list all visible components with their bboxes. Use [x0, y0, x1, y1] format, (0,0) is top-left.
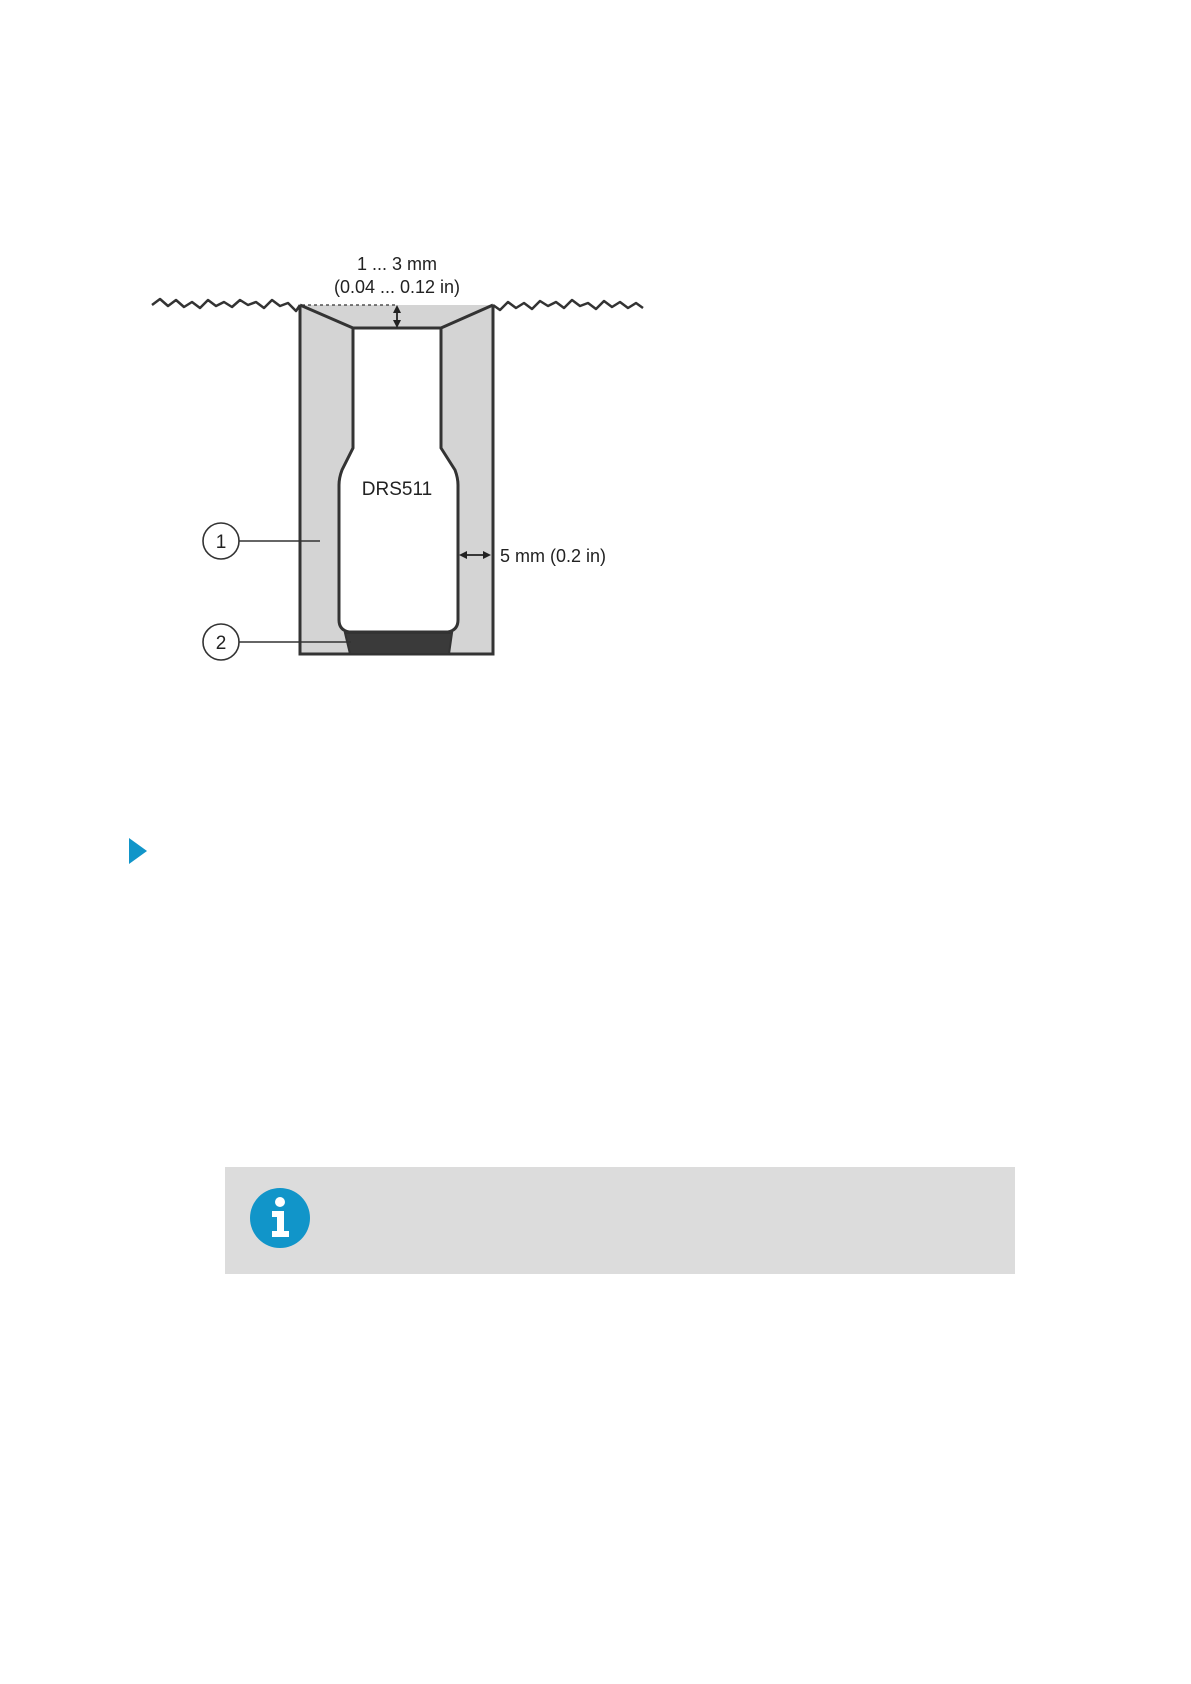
sensor-base — [345, 633, 452, 654]
installation-diagram — [0, 0, 1191, 760]
right-triangle-arrow-icon — [129, 838, 147, 864]
callout-1-number: 1 — [215, 532, 227, 553]
gap-label-line2: (0.04 ... 0.12 in) — [333, 277, 461, 297]
ground-surface-right — [493, 300, 643, 310]
callout-2-number: 2 — [215, 633, 227, 654]
info-icon — [249, 1187, 311, 1249]
note-box — [225, 1167, 1015, 1274]
ground-surface-left — [152, 299, 300, 311]
clearance-label: 5 mm (0.2 in) — [500, 546, 607, 566]
gap-label-line1: 1 ... 3 mm — [356, 254, 438, 274]
sensor-label: DRS511 — [361, 479, 433, 500]
